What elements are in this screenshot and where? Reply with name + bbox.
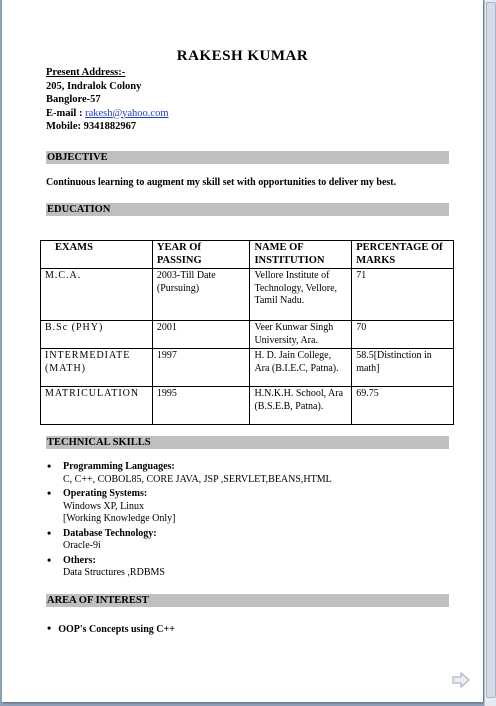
skill-line: Data Structures ,RDBMS bbox=[63, 567, 165, 578]
address-label: Present Address:- bbox=[46, 67, 126, 78]
document-page bbox=[2, 0, 483, 702]
skill-line: Oracle-9i bbox=[63, 540, 101, 551]
section-education: EDUCATION bbox=[46, 203, 449, 216]
cell-percentage: 70 bbox=[352, 321, 454, 349]
cell-year: 1997 bbox=[152, 349, 250, 387]
cell-institution: Veer Kunwar Singh University, Ara. bbox=[250, 321, 352, 349]
header-institution: NAME OF INSTITUTION bbox=[250, 241, 352, 269]
arrow-right-icon[interactable] bbox=[452, 672, 470, 688]
cell-percentage: 58.5[Distinction in math] bbox=[352, 349, 454, 387]
header-year: YEAR Of PASSING bbox=[152, 241, 250, 269]
cell-exam: B.Sc (PHY) bbox=[41, 321, 153, 349]
cell-year: 2001 bbox=[152, 321, 250, 349]
list-item bbox=[46, 525, 332, 553]
mobile: Mobile: 9341882967 bbox=[46, 121, 137, 132]
email-label: E-mail : bbox=[46, 107, 83, 119]
skill-line: Windows XP, Linux bbox=[63, 500, 144, 512]
bullet-icon: • bbox=[47, 486, 52, 500]
vertical-scrollbar[interactable] bbox=[484, 0, 496, 706]
cell-percentage: 69.75 bbox=[352, 387, 454, 425]
cell-year: 1995 bbox=[152, 387, 250, 425]
skill-heading: Database Technology: bbox=[63, 527, 157, 539]
email-link[interactable]: rakesh@yahoo.com bbox=[85, 107, 169, 119]
email-row bbox=[46, 107, 169, 121]
interest-text: OOP's Concepts using C++ bbox=[58, 624, 175, 635]
address-line-1: 205, Indralok Colony bbox=[46, 80, 142, 92]
bullet-icon: • bbox=[47, 525, 52, 540]
skill-heading: Operating Systems: bbox=[63, 488, 148, 499]
skills-list bbox=[46, 461, 332, 582]
table-header-row bbox=[41, 241, 454, 269]
table-row bbox=[41, 387, 454, 425]
header-exams: EXAMS bbox=[41, 241, 153, 269]
list-item bbox=[46, 461, 332, 486]
candidate-name: RAKESH KUMAR bbox=[176, 48, 309, 64]
header-percentage: PERCENTAGE Of MARKS bbox=[352, 241, 454, 269]
address-line-2: Banglore-57 bbox=[46, 94, 101, 105]
table-row bbox=[41, 349, 454, 387]
cell-percentage: 71 bbox=[352, 269, 454, 321]
bullet-icon: • bbox=[47, 459, 52, 473]
skill-heading: Programming Languages: bbox=[63, 461, 175, 472]
section-area-of-interest: AREA OF INTEREST bbox=[46, 594, 449, 607]
contact-block bbox=[46, 66, 169, 134]
table-row bbox=[41, 269, 454, 321]
objective-text: Continuous learning to augment my skill set with opportunities to deliver my best. bbox=[46, 177, 397, 188]
section-objective: OBJECTIVE bbox=[46, 151, 449, 164]
education-table bbox=[40, 240, 454, 425]
table-row bbox=[41, 321, 454, 349]
cell-institution: Vellore Institute of Technology, Vellore, Tamil Nadu. bbox=[250, 269, 352, 321]
bullet-icon: • bbox=[47, 621, 52, 635]
scrollbar-thumb[interactable] bbox=[486, 2, 496, 698]
list-item bbox=[46, 552, 332, 580]
bullet-icon: • bbox=[47, 552, 52, 567]
list-item bbox=[46, 488, 332, 526]
cell-exam: M.C.A. bbox=[41, 269, 153, 321]
section-technical-skills: TECHNICAL SKILLS bbox=[46, 436, 449, 449]
cell-institution: H. D. Jain College, Ara (B.I.E.C, Patna). bbox=[250, 349, 352, 387]
cell-exam: INTERMEDIATE (MATH) bbox=[41, 349, 153, 387]
skill-heading: Others: bbox=[63, 554, 96, 566]
cell-institution: H.N.K.H. School, Ara (B.S.E.B, Patna). bbox=[250, 387, 352, 425]
skill-line: [Working Knowledge Only] bbox=[63, 513, 176, 524]
interest-item bbox=[47, 621, 175, 636]
cell-exam: MATRICULATION bbox=[41, 387, 153, 425]
skill-line: C, C++, COBOL85, CORE JAVA, JSP ,SERVLET,BEANS,HTML bbox=[63, 473, 332, 485]
cell-year: 2003-Till Date (Pursuing) bbox=[152, 269, 250, 321]
